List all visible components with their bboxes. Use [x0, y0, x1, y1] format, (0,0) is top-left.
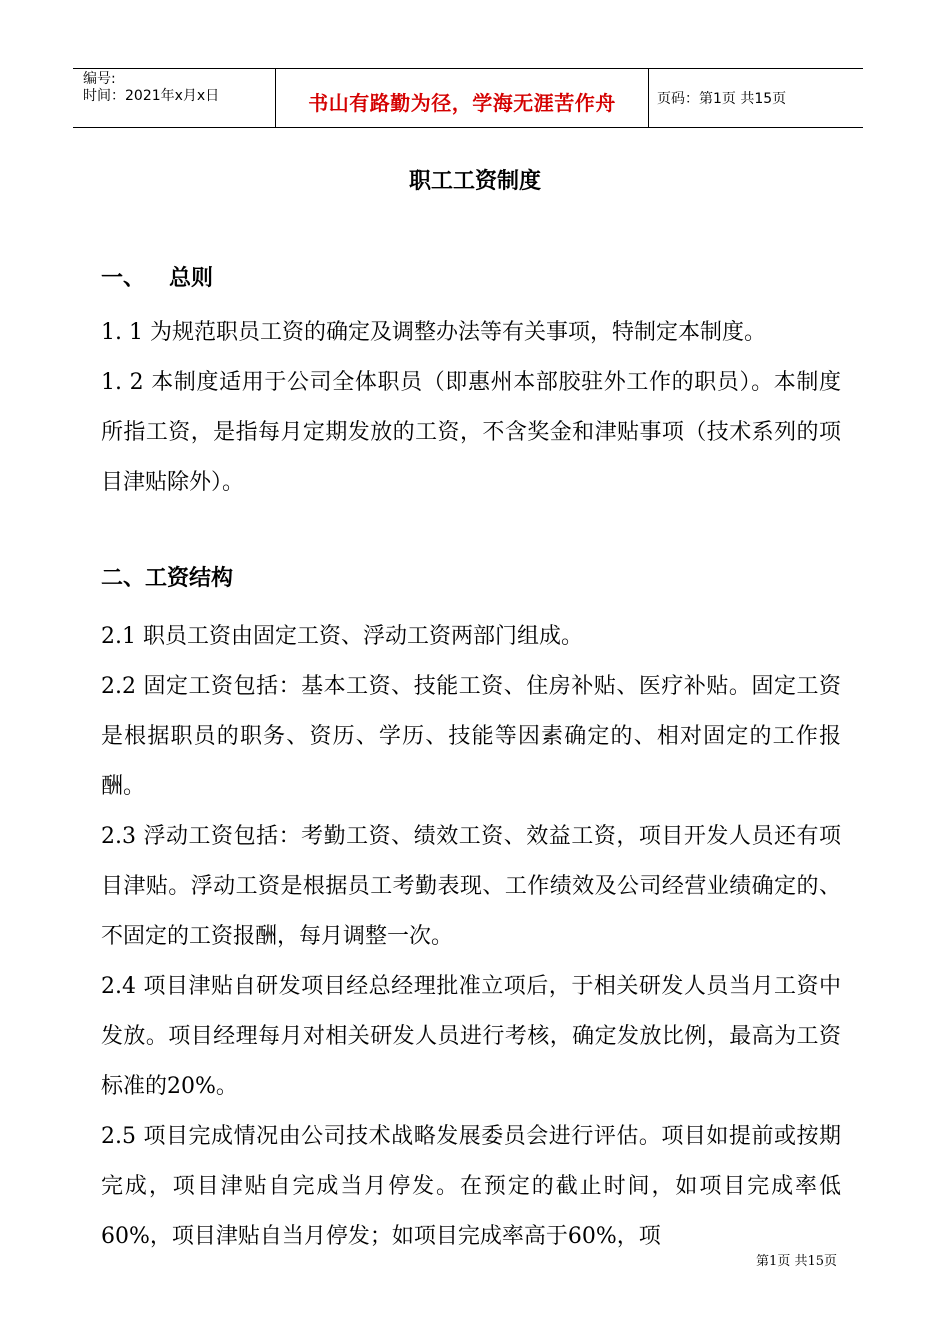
- paragraph: 2.2 固定工资包括：基本工资、技能工资、住房补贴、医疗补贴。固定工资是根据职员的职务、资历、学历、技能等因素确定的、相对固定的工作报酬。: [101, 674, 841, 799]
- document-body: [101, 262, 841, 1262]
- header-meta: [73, 69, 275, 128]
- paragraph: 2.3 浮动工资包括：考勤工资、绩效工资、效益工资，项目开发人员还有项目津贴。浮动工资是根据员工考勤表现、工作绩效及公司经营业绩确定的、不固定的工资报酬，每月调整一次。: [101, 824, 841, 949]
- header-motto-cell: [275, 69, 649, 128]
- paragraph: 2.4 项目津贴自研发项目经总经理批准立项后，于相关研发人员当月工资中发放。项目经理每月对相关研发人员进行考核，确定发放比例，最高为工资标准的20%。: [101, 974, 841, 1099]
- paragraph: 2.5 项目完成情况由公司技术战略发展委员会进行评估。项目如提前或按期完成，项目津贴自完成当月停发。在预定的截止时间，如项目完成率低60%，项目津贴自当月停发；如项目完成率高于60%，项: [101, 1124, 841, 1249]
- header-number-label: 编号:: [83, 71, 116, 87]
- section-heading-salary-structure: [101, 562, 841, 596]
- header-motto: 书山有路勤为径，学海无涯苦作舟: [308, 91, 616, 115]
- paragraph: 1. 2 本制度适用于公司全体职员（即惠州本部胶驻外工作的职员）。本制度所指工资，是指每月定期发放的工资，不含奖金和津贴事项（技术系列的项目津贴除外）。: [101, 370, 841, 495]
- header-page-label: 页码：第1页 共15页: [657, 91, 787, 107]
- header-page-cell: [649, 69, 863, 128]
- header-time-label: 时间：2021年x月x日: [83, 88, 220, 104]
- section-title: 总则: [169, 266, 214, 291]
- section-title: 工资结构: [145, 566, 234, 591]
- section-number: 二、: [101, 566, 146, 591]
- footer-page-number: 第1页 共15页: [756, 1254, 837, 1269]
- paragraph: 2.1 职员工资由固定工资、浮动工资两部门组成。: [101, 624, 583, 649]
- document-title: 职工工资制度: [408, 169, 541, 194]
- section-number: 一、: [101, 266, 146, 291]
- page-header: [73, 68, 863, 128]
- paragraph: 1. 1 为规范职员工资的确定及调整办法等有关事项，特制定本制度。: [101, 320, 766, 345]
- section-heading-general: [101, 262, 841, 296]
